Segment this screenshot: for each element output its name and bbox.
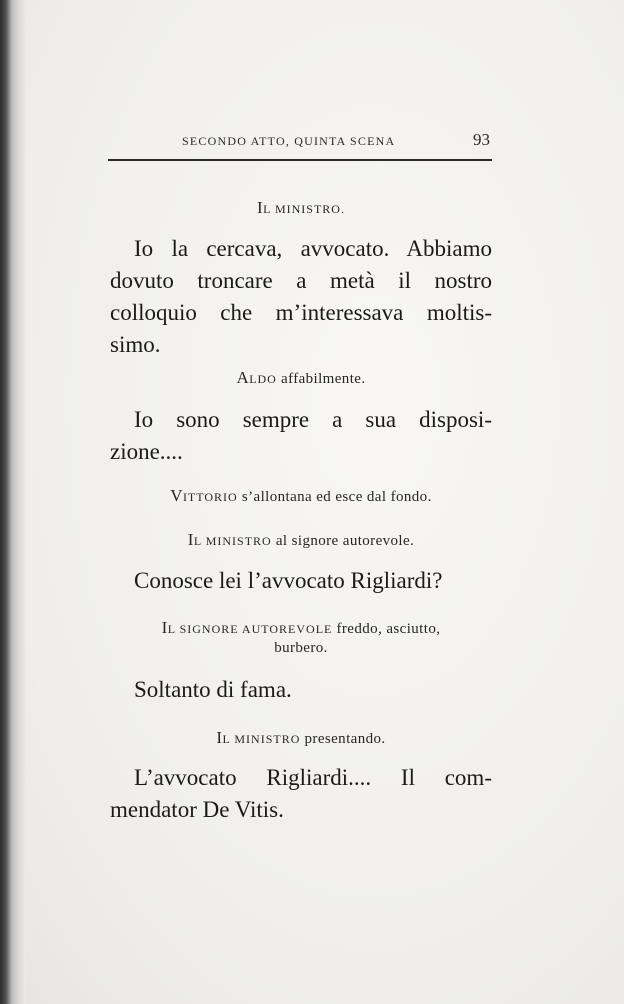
speaker-initial: I bbox=[161, 618, 168, 637]
speaker-name: L MINISTRO bbox=[222, 732, 301, 746]
speaker-initial: V bbox=[170, 486, 183, 505]
stage-direction: burbero. bbox=[274, 640, 328, 656]
speaker-name: L SIGNORE AUTOREVOLE bbox=[167, 622, 333, 636]
speaker-heading bbox=[110, 530, 492, 550]
speech-line: L’avvocato Rigliardi.... Il com- bbox=[134, 765, 492, 790]
stage-direction-line bbox=[110, 486, 492, 506]
speaker-heading bbox=[110, 728, 492, 748]
stage-direction: freddo, asciutto, bbox=[336, 621, 441, 637]
stage-direction: al signore autorevole. bbox=[275, 533, 415, 549]
speaker-name: L MINISTRO. bbox=[263, 202, 345, 216]
header-rule bbox=[108, 159, 492, 161]
stage-direction: s’allontana ed esce dal fondo. bbox=[241, 489, 432, 505]
speech-line: Io la cercava, avvocato. Abbiamo bbox=[134, 236, 492, 261]
speaker-heading bbox=[110, 198, 492, 218]
speaker-name: LDO bbox=[249, 372, 277, 386]
page-number: 93 bbox=[473, 130, 490, 149]
speech-line: simo. bbox=[110, 332, 161, 357]
running-head bbox=[108, 130, 492, 152]
speaker-heading bbox=[110, 368, 492, 388]
stage-direction: affabilmente. bbox=[281, 371, 366, 387]
speech bbox=[110, 233, 492, 361]
speaker-initial: A bbox=[236, 368, 250, 387]
speech-line: Conosce lei l’avvocato Rigliardi? bbox=[134, 568, 443, 593]
running-head-title: SECONDO ATTO, QUINTA SCENA bbox=[182, 134, 396, 148]
speaker-heading bbox=[110, 618, 492, 638]
speech-line: zione.... bbox=[110, 439, 183, 464]
speech-line: colloquio che m’interessava moltis- bbox=[110, 300, 492, 325]
speech-line: mendator De Vitis. bbox=[110, 797, 284, 822]
speaker-initial: I bbox=[216, 728, 223, 747]
speech bbox=[110, 565, 492, 597]
speech bbox=[110, 404, 492, 468]
speaker-name: L MINISTRO bbox=[193, 534, 272, 548]
speaker-heading-continued bbox=[110, 640, 492, 657]
speaker-name: ITTORIO bbox=[182, 490, 238, 504]
speaker-initial: I bbox=[257, 198, 264, 217]
page-binding-edge bbox=[0, 0, 26, 1004]
speech bbox=[110, 762, 492, 826]
speech-line: dovuto troncare a metà il nostro bbox=[110, 268, 492, 293]
speech bbox=[110, 674, 492, 706]
speech-line: Soltanto di fama. bbox=[134, 677, 292, 702]
speaker-initial: I bbox=[187, 530, 194, 549]
stage-direction: presentando. bbox=[304, 731, 386, 747]
speech-line: Io sono sempre a sua disposi- bbox=[134, 407, 492, 432]
